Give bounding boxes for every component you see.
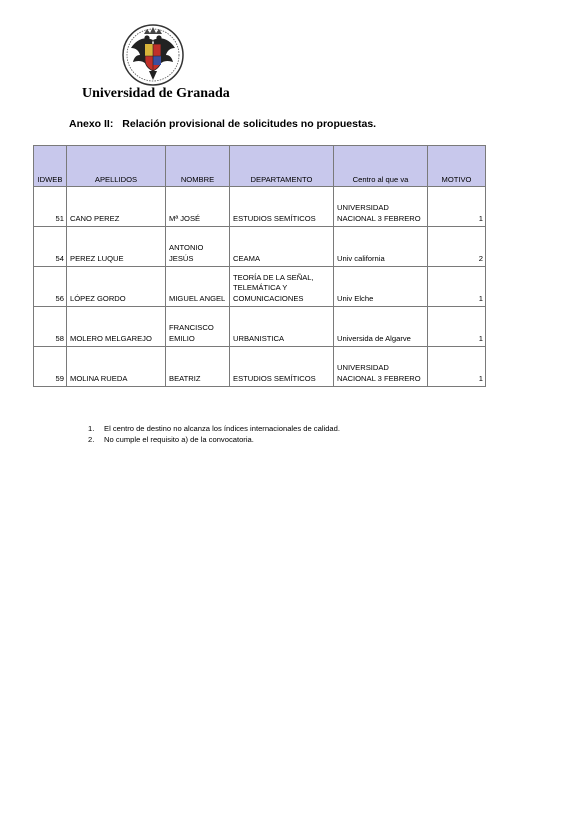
cell-departamento: ESTUDIOS SEMÍTICOS <box>230 347 334 387</box>
table-row <box>34 227 486 267</box>
column-header-nombre: NOMBRE <box>166 146 230 187</box>
cell-nombre: FRANCISCO EMILIO <box>166 307 230 347</box>
column-header-apellidos: APELLIDOS <box>67 146 166 187</box>
cell-apellidos: PEREZ LUQUE <box>67 227 166 267</box>
cell-idweb: 51 <box>34 187 67 227</box>
footnote-text: El centro de destino no alcanza los índices internacionales de calidad. <box>104 424 340 433</box>
list-item <box>88 423 340 434</box>
cell-departamento: ESTUDIOS SEMÍTICOS <box>230 187 334 227</box>
cell-apellidos: CANO PEREZ <box>67 187 166 227</box>
cell-nombre: BEATRIZ <box>166 347 230 387</box>
table-row <box>34 307 486 347</box>
cell-centro: UNIVERSIDAD NACIONAL 3 FEBRERO <box>334 187 428 227</box>
table-row <box>34 267 486 307</box>
table-header-row <box>34 146 486 187</box>
cell-motivo: 1 <box>428 347 486 387</box>
table-row <box>34 347 486 387</box>
cell-apellidos: LÓPEZ GORDO <box>67 267 166 307</box>
column-header-motivo: MOTIVO <box>428 146 486 187</box>
cell-apellidos: MOLERO MELGAREJO <box>67 307 166 347</box>
cell-idweb: 56 <box>34 267 67 307</box>
cell-centro: UNIVERSIDAD NACIONAL 3 FEBRERO <box>334 347 428 387</box>
column-header-departamento: DEPARTAMENTO <box>230 146 334 187</box>
cell-motivo: 1 <box>428 307 486 347</box>
column-header-centro: Centro al que va <box>334 146 428 187</box>
table-row <box>34 187 486 227</box>
cell-nombre: ANTONIO JESÚS <box>166 227 230 267</box>
cell-motivo: 2 <box>428 227 486 267</box>
university-name: Universidad de Granada <box>82 86 230 101</box>
cell-departamento: CEAMA <box>230 227 334 267</box>
footnote-number: 2. <box>88 435 95 444</box>
university-coat-of-arms-icon <box>118 22 188 88</box>
column-header-idweb: IDWEB <box>34 146 67 187</box>
cell-departamento: TEORÍA DE LA SEÑAL, TELEMÁTICA Y COMUNICACIONES <box>230 267 334 307</box>
annex-title <box>69 118 382 130</box>
footnote-text: No cumple el requisito a) de la convocatoria. <box>104 435 254 444</box>
cell-centro: Univ Elche <box>334 267 428 307</box>
cell-idweb: 58 <box>34 307 67 347</box>
cell-centro: Universida de Algarve <box>334 307 428 347</box>
cell-apellidos: MOLINA RUEDA <box>67 347 166 387</box>
cell-idweb: 59 <box>34 347 67 387</box>
cell-idweb: 54 <box>34 227 67 267</box>
cell-nombre: Mª JOSÉ <box>166 187 230 227</box>
annex-label: Anexo II: <box>69 118 114 130</box>
list-item <box>88 434 340 445</box>
cell-motivo: 1 <box>428 267 486 307</box>
cell-motivo: 1 <box>428 187 486 227</box>
applications-table <box>33 145 486 387</box>
cell-centro: Univ california <box>334 227 428 267</box>
cell-departamento: URBANISTICA <box>230 307 334 347</box>
cell-nombre: MIGUEL ANGEL <box>166 267 230 307</box>
footnote-number: 1. <box>88 424 95 433</box>
footnotes <box>88 423 340 445</box>
annex-description: Relación provisional de solicitudes no propuestas. <box>122 118 377 130</box>
